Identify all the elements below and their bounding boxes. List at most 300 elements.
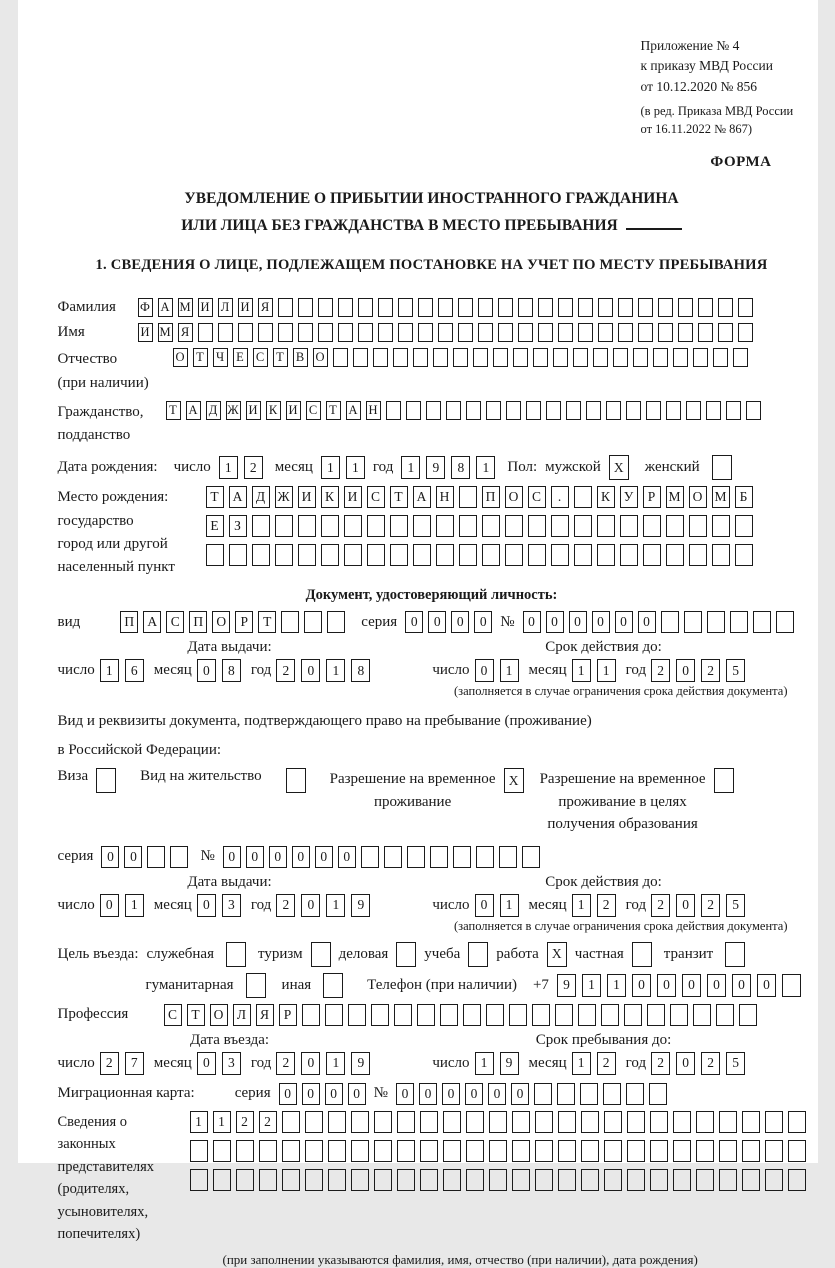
char-cell[interactable]: Ф bbox=[138, 298, 153, 317]
char-cell[interactable] bbox=[443, 1140, 461, 1162]
char-cell[interactable] bbox=[535, 1169, 553, 1191]
char-cell[interactable]: О bbox=[313, 348, 328, 367]
char-cell[interactable]: Я bbox=[256, 1004, 274, 1026]
char-cell[interactable]: 0 bbox=[676, 659, 695, 682]
char-cell[interactable]: К bbox=[266, 401, 281, 420]
char-cell[interactable] bbox=[739, 1004, 757, 1026]
char-cell[interactable] bbox=[252, 515, 270, 537]
char-cell[interactable]: 8 bbox=[222, 659, 241, 682]
char-cell[interactable] bbox=[719, 1140, 737, 1162]
temp-residence-checkbox[interactable]: X bbox=[504, 768, 524, 793]
char-cell[interactable] bbox=[378, 323, 393, 342]
char-cell[interactable] bbox=[398, 323, 413, 342]
char-cell[interactable]: 0 bbox=[315, 846, 333, 868]
char-cell[interactable]: 0 bbox=[757, 974, 776, 997]
char-cell[interactable] bbox=[643, 544, 661, 566]
char-cell[interactable]: Р bbox=[279, 1004, 297, 1026]
char-cell[interactable] bbox=[328, 1111, 346, 1133]
char-cell[interactable] bbox=[735, 515, 753, 537]
char-cell[interactable] bbox=[443, 1111, 461, 1133]
char-cell[interactable]: 0 bbox=[124, 846, 142, 868]
char-cell[interactable]: М bbox=[666, 486, 684, 508]
char-cell[interactable] bbox=[406, 401, 421, 420]
char-cell[interactable] bbox=[394, 1004, 412, 1026]
char-cell[interactable]: 9 bbox=[351, 1052, 370, 1075]
char-cell[interactable] bbox=[438, 298, 453, 317]
char-cell[interactable]: 1 bbox=[401, 456, 420, 479]
char-cell[interactable] bbox=[374, 1111, 392, 1133]
char-cell[interactable]: 0 bbox=[223, 846, 241, 868]
purpose-work-checkbox[interactable]: X bbox=[547, 942, 567, 967]
char-cell[interactable] bbox=[328, 1140, 346, 1162]
char-cell[interactable] bbox=[459, 486, 477, 508]
char-cell[interactable]: Р bbox=[643, 486, 661, 508]
char-cell[interactable] bbox=[706, 401, 721, 420]
char-cell[interactable] bbox=[318, 298, 333, 317]
char-cell[interactable] bbox=[558, 1140, 576, 1162]
char-cell[interactable] bbox=[546, 401, 561, 420]
char-cell[interactable] bbox=[338, 298, 353, 317]
char-cell[interactable] bbox=[459, 515, 477, 537]
char-cell[interactable]: 8 bbox=[451, 456, 470, 479]
char-cell[interactable]: . bbox=[551, 486, 569, 508]
char-cell[interactable]: 0 bbox=[442, 1083, 460, 1105]
char-cell[interactable] bbox=[528, 544, 546, 566]
char-cell[interactable]: 0 bbox=[405, 611, 423, 633]
char-cell[interactable]: С bbox=[166, 611, 184, 633]
char-cell[interactable] bbox=[581, 1169, 599, 1191]
char-cell[interactable] bbox=[698, 298, 713, 317]
char-cell[interactable] bbox=[278, 323, 293, 342]
char-cell[interactable] bbox=[328, 1169, 346, 1191]
char-cell[interactable]: 0 bbox=[638, 611, 656, 633]
char-cell[interactable]: 0 bbox=[396, 1083, 414, 1105]
char-cell[interactable]: З bbox=[229, 515, 247, 537]
char-cell[interactable]: 1 bbox=[500, 659, 519, 682]
char-cell[interactable]: О bbox=[505, 486, 523, 508]
char-cell[interactable] bbox=[658, 298, 673, 317]
char-cell[interactable] bbox=[298, 515, 316, 537]
char-cell[interactable] bbox=[650, 1169, 668, 1191]
char-cell[interactable]: 1 bbox=[326, 1052, 345, 1075]
char-cell[interactable] bbox=[578, 1004, 596, 1026]
char-cell[interactable]: 1 bbox=[219, 456, 238, 479]
char-cell[interactable] bbox=[788, 1169, 806, 1191]
char-cell[interactable]: 1 bbox=[572, 1052, 591, 1075]
char-cell[interactable] bbox=[278, 298, 293, 317]
char-cell[interactable] bbox=[397, 1140, 415, 1162]
char-cell[interactable] bbox=[206, 544, 224, 566]
char-cell[interactable] bbox=[198, 323, 213, 342]
char-cell[interactable]: И bbox=[198, 298, 213, 317]
char-cell[interactable] bbox=[498, 323, 513, 342]
char-cell[interactable] bbox=[649, 1083, 667, 1105]
char-cell[interactable] bbox=[430, 846, 448, 868]
char-cell[interactable]: Т bbox=[187, 1004, 205, 1026]
char-cell[interactable]: 0 bbox=[511, 1083, 529, 1105]
char-cell[interactable] bbox=[282, 1169, 300, 1191]
char-cell[interactable] bbox=[238, 323, 253, 342]
char-cell[interactable]: 1 bbox=[190, 1111, 208, 1133]
char-cell[interactable] bbox=[353, 348, 368, 367]
char-cell[interactable]: 0 bbox=[301, 894, 320, 917]
purpose-humanitarian-checkbox[interactable] bbox=[246, 973, 266, 998]
char-cell[interactable] bbox=[506, 401, 521, 420]
char-cell[interactable] bbox=[321, 515, 339, 537]
char-cell[interactable]: А bbox=[143, 611, 161, 633]
char-cell[interactable] bbox=[413, 515, 431, 537]
char-cell[interactable] bbox=[327, 611, 345, 633]
char-cell[interactable] bbox=[298, 544, 316, 566]
char-cell[interactable] bbox=[719, 1111, 737, 1133]
char-cell[interactable]: 0 bbox=[197, 659, 216, 682]
char-cell[interactable] bbox=[282, 1111, 300, 1133]
char-cell[interactable]: 1 bbox=[125, 894, 144, 917]
char-cell[interactable]: Л bbox=[218, 298, 233, 317]
char-cell[interactable] bbox=[443, 1169, 461, 1191]
char-cell[interactable] bbox=[753, 611, 771, 633]
char-cell[interactable] bbox=[578, 323, 593, 342]
char-cell[interactable] bbox=[236, 1169, 254, 1191]
char-cell[interactable]: 5 bbox=[726, 894, 745, 917]
visa-checkbox[interactable] bbox=[96, 768, 116, 793]
char-cell[interactable]: П bbox=[120, 611, 138, 633]
char-cell[interactable] bbox=[358, 298, 373, 317]
char-cell[interactable]: 0 bbox=[301, 659, 320, 682]
char-cell[interactable]: 0 bbox=[615, 611, 633, 633]
char-cell[interactable]: 0 bbox=[732, 974, 751, 997]
char-cell[interactable] bbox=[466, 1140, 484, 1162]
char-cell[interactable]: Д bbox=[252, 486, 270, 508]
char-cell[interactable] bbox=[275, 515, 293, 537]
char-cell[interactable]: 1 bbox=[321, 456, 340, 479]
char-cell[interactable] bbox=[305, 1169, 323, 1191]
char-cell[interactable] bbox=[604, 1169, 622, 1191]
char-cell[interactable] bbox=[453, 348, 468, 367]
char-cell[interactable] bbox=[689, 544, 707, 566]
char-cell[interactable]: 0 bbox=[474, 611, 492, 633]
char-cell[interactable] bbox=[538, 298, 553, 317]
char-cell[interactable] bbox=[650, 1111, 668, 1133]
char-cell[interactable] bbox=[597, 544, 615, 566]
char-cell[interactable]: 0 bbox=[707, 974, 726, 997]
char-cell[interactable] bbox=[318, 323, 333, 342]
char-cell[interactable] bbox=[493, 348, 508, 367]
char-cell[interactable] bbox=[726, 401, 741, 420]
char-cell[interactable] bbox=[716, 1004, 734, 1026]
char-cell[interactable] bbox=[598, 298, 613, 317]
char-cell[interactable] bbox=[604, 1111, 622, 1133]
char-cell[interactable] bbox=[765, 1169, 783, 1191]
purpose-official-checkbox[interactable] bbox=[226, 942, 246, 967]
char-cell[interactable]: 1 bbox=[597, 659, 616, 682]
char-cell[interactable] bbox=[390, 515, 408, 537]
char-cell[interactable] bbox=[633, 348, 648, 367]
char-cell[interactable]: 1 bbox=[572, 894, 591, 917]
char-cell[interactable] bbox=[670, 1004, 688, 1026]
char-cell[interactable] bbox=[433, 348, 448, 367]
char-cell[interactable] bbox=[325, 1004, 343, 1026]
char-cell[interactable] bbox=[558, 1111, 576, 1133]
char-cell[interactable] bbox=[730, 611, 748, 633]
char-cell[interactable] bbox=[574, 544, 592, 566]
char-cell[interactable]: А bbox=[186, 401, 201, 420]
purpose-study-checkbox[interactable] bbox=[468, 942, 488, 967]
char-cell[interactable] bbox=[666, 401, 681, 420]
char-cell[interactable] bbox=[489, 1111, 507, 1133]
char-cell[interactable] bbox=[374, 1169, 392, 1191]
char-cell[interactable]: 0 bbox=[348, 1083, 366, 1105]
char-cell[interactable] bbox=[344, 544, 362, 566]
char-cell[interactable]: 1 bbox=[326, 894, 345, 917]
char-cell[interactable]: 1 bbox=[582, 974, 601, 997]
char-cell[interactable]: 0 bbox=[657, 974, 676, 997]
char-cell[interactable] bbox=[647, 1004, 665, 1026]
char-cell[interactable]: 2 bbox=[259, 1111, 277, 1133]
char-cell[interactable] bbox=[738, 298, 753, 317]
char-cell[interactable] bbox=[333, 348, 348, 367]
char-cell[interactable] bbox=[420, 1140, 438, 1162]
char-cell[interactable] bbox=[551, 515, 569, 537]
char-cell[interactable] bbox=[776, 611, 794, 633]
char-cell[interactable] bbox=[302, 1004, 320, 1026]
char-cell[interactable]: И bbox=[246, 401, 261, 420]
char-cell[interactable]: 0 bbox=[592, 611, 610, 633]
char-cell[interactable] bbox=[458, 298, 473, 317]
char-cell[interactable] bbox=[686, 401, 701, 420]
char-cell[interactable] bbox=[658, 323, 673, 342]
char-cell[interactable] bbox=[478, 298, 493, 317]
char-cell[interactable] bbox=[788, 1140, 806, 1162]
char-cell[interactable] bbox=[782, 974, 801, 997]
char-cell[interactable]: 2 bbox=[701, 894, 720, 917]
char-cell[interactable] bbox=[597, 515, 615, 537]
char-cell[interactable] bbox=[718, 323, 733, 342]
char-cell[interactable] bbox=[620, 544, 638, 566]
char-cell[interactable]: К bbox=[321, 486, 339, 508]
char-cell[interactable] bbox=[653, 348, 668, 367]
char-cell[interactable] bbox=[420, 1111, 438, 1133]
char-cell[interactable] bbox=[218, 323, 233, 342]
char-cell[interactable] bbox=[553, 348, 568, 367]
char-cell[interactable]: О bbox=[173, 348, 188, 367]
char-cell[interactable] bbox=[696, 1111, 714, 1133]
char-cell[interactable] bbox=[626, 401, 641, 420]
char-cell[interactable] bbox=[638, 323, 653, 342]
char-cell[interactable]: С bbox=[164, 1004, 182, 1026]
char-cell[interactable]: Ж bbox=[226, 401, 241, 420]
char-cell[interactable]: 2 bbox=[236, 1111, 254, 1133]
sex-male-checkbox[interactable]: X bbox=[609, 455, 629, 480]
char-cell[interactable] bbox=[693, 1004, 711, 1026]
char-cell[interactable] bbox=[436, 515, 454, 537]
char-cell[interactable]: 0 bbox=[197, 1052, 216, 1075]
char-cell[interactable] bbox=[505, 515, 523, 537]
char-cell[interactable] bbox=[558, 298, 573, 317]
char-cell[interactable] bbox=[498, 298, 513, 317]
char-cell[interactable]: Т bbox=[206, 486, 224, 508]
char-cell[interactable] bbox=[581, 1140, 599, 1162]
char-cell[interactable]: 2 bbox=[597, 1052, 616, 1075]
char-cell[interactable]: 0 bbox=[475, 894, 494, 917]
char-cell[interactable] bbox=[190, 1169, 208, 1191]
char-cell[interactable] bbox=[351, 1140, 369, 1162]
char-cell[interactable] bbox=[713, 348, 728, 367]
char-cell[interactable] bbox=[518, 298, 533, 317]
char-cell[interactable] bbox=[348, 1004, 366, 1026]
char-cell[interactable]: 9 bbox=[500, 1052, 519, 1075]
char-cell[interactable] bbox=[746, 401, 761, 420]
char-cell[interactable] bbox=[620, 515, 638, 537]
char-cell[interactable] bbox=[281, 611, 299, 633]
char-cell[interactable] bbox=[361, 846, 379, 868]
char-cell[interactable]: П bbox=[189, 611, 207, 633]
char-cell[interactable]: 7 bbox=[125, 1052, 144, 1075]
char-cell[interactable] bbox=[626, 1083, 644, 1105]
char-cell[interactable] bbox=[604, 1140, 622, 1162]
char-cell[interactable]: К bbox=[597, 486, 615, 508]
char-cell[interactable] bbox=[693, 348, 708, 367]
char-cell[interactable]: 9 bbox=[426, 456, 445, 479]
char-cell[interactable] bbox=[436, 544, 454, 566]
char-cell[interactable]: 0 bbox=[279, 1083, 297, 1105]
char-cell[interactable]: Т bbox=[390, 486, 408, 508]
char-cell[interactable]: 0 bbox=[632, 974, 651, 997]
char-cell[interactable]: 1 bbox=[326, 659, 345, 682]
char-cell[interactable]: М bbox=[178, 298, 193, 317]
char-cell[interactable] bbox=[557, 1083, 575, 1105]
char-cell[interactable]: О bbox=[210, 1004, 228, 1026]
char-cell[interactable] bbox=[213, 1169, 231, 1191]
char-cell[interactable] bbox=[627, 1111, 645, 1133]
char-cell[interactable] bbox=[344, 515, 362, 537]
char-cell[interactable] bbox=[573, 348, 588, 367]
char-cell[interactable]: А bbox=[413, 486, 431, 508]
char-cell[interactable] bbox=[259, 1169, 277, 1191]
char-cell[interactable] bbox=[482, 544, 500, 566]
char-cell[interactable] bbox=[526, 401, 541, 420]
char-cell[interactable]: 0 bbox=[676, 1052, 695, 1075]
char-cell[interactable] bbox=[678, 323, 693, 342]
char-cell[interactable] bbox=[147, 846, 165, 868]
char-cell[interactable] bbox=[512, 1111, 530, 1133]
char-cell[interactable] bbox=[678, 298, 693, 317]
char-cell[interactable] bbox=[453, 846, 471, 868]
char-cell[interactable] bbox=[707, 611, 725, 633]
char-cell[interactable] bbox=[486, 1004, 504, 1026]
char-cell[interactable]: 8 bbox=[351, 659, 370, 682]
char-cell[interactable]: А bbox=[346, 401, 361, 420]
char-cell[interactable]: 1 bbox=[500, 894, 519, 917]
char-cell[interactable]: 0 bbox=[101, 846, 119, 868]
char-cell[interactable] bbox=[304, 611, 322, 633]
char-cell[interactable] bbox=[282, 1140, 300, 1162]
char-cell[interactable] bbox=[742, 1111, 760, 1133]
char-cell[interactable] bbox=[371, 1004, 389, 1026]
char-cell[interactable] bbox=[742, 1169, 760, 1191]
char-cell[interactable]: Р bbox=[235, 611, 253, 633]
char-cell[interactable]: С bbox=[253, 348, 268, 367]
char-cell[interactable]: О bbox=[689, 486, 707, 508]
char-cell[interactable] bbox=[213, 1140, 231, 1162]
char-cell[interactable] bbox=[538, 323, 553, 342]
char-cell[interactable] bbox=[489, 1169, 507, 1191]
purpose-transit-checkbox[interactable] bbox=[725, 942, 745, 967]
char-cell[interactable] bbox=[397, 1169, 415, 1191]
char-cell[interactable] bbox=[650, 1140, 668, 1162]
residence-permit-checkbox[interactable] bbox=[286, 768, 306, 793]
char-cell[interactable] bbox=[386, 401, 401, 420]
char-cell[interactable] bbox=[513, 348, 528, 367]
char-cell[interactable] bbox=[566, 401, 581, 420]
char-cell[interactable]: Л bbox=[233, 1004, 251, 1026]
char-cell[interactable] bbox=[367, 544, 385, 566]
char-cell[interactable]: И bbox=[298, 486, 316, 508]
char-cell[interactable]: Я bbox=[258, 298, 273, 317]
char-cell[interactable] bbox=[533, 348, 548, 367]
char-cell[interactable] bbox=[613, 348, 628, 367]
char-cell[interactable]: Ч bbox=[213, 348, 228, 367]
char-cell[interactable]: 0 bbox=[325, 1083, 343, 1105]
char-cell[interactable]: 0 bbox=[301, 1052, 320, 1075]
char-cell[interactable] bbox=[275, 544, 293, 566]
char-cell[interactable] bbox=[535, 1140, 553, 1162]
char-cell[interactable] bbox=[712, 515, 730, 537]
char-cell[interactable] bbox=[618, 323, 633, 342]
char-cell[interactable] bbox=[574, 515, 592, 537]
char-cell[interactable]: 1 bbox=[100, 659, 119, 682]
char-cell[interactable] bbox=[788, 1111, 806, 1133]
char-cell[interactable] bbox=[446, 401, 461, 420]
char-cell[interactable] bbox=[765, 1111, 783, 1133]
char-cell[interactable] bbox=[351, 1169, 369, 1191]
char-cell[interactable]: А bbox=[158, 298, 173, 317]
char-cell[interactable] bbox=[321, 544, 339, 566]
char-cell[interactable] bbox=[393, 348, 408, 367]
char-cell[interactable] bbox=[478, 323, 493, 342]
char-cell[interactable]: 0 bbox=[100, 894, 119, 917]
char-cell[interactable] bbox=[689, 515, 707, 537]
char-cell[interactable] bbox=[482, 515, 500, 537]
char-cell[interactable]: 0 bbox=[246, 846, 264, 868]
char-cell[interactable]: Н bbox=[436, 486, 454, 508]
char-cell[interactable] bbox=[190, 1140, 208, 1162]
char-cell[interactable]: Т bbox=[166, 401, 181, 420]
char-cell[interactable] bbox=[367, 515, 385, 537]
char-cell[interactable] bbox=[534, 1083, 552, 1105]
char-cell[interactable]: 2 bbox=[651, 894, 670, 917]
char-cell[interactable]: Е bbox=[206, 515, 224, 537]
char-cell[interactable] bbox=[512, 1140, 530, 1162]
char-cell[interactable] bbox=[765, 1140, 783, 1162]
char-cell[interactable] bbox=[528, 515, 546, 537]
char-cell[interactable] bbox=[170, 846, 188, 868]
char-cell[interactable] bbox=[426, 401, 441, 420]
char-cell[interactable]: 0 bbox=[523, 611, 541, 633]
char-cell[interactable]: 0 bbox=[569, 611, 587, 633]
char-cell[interactable]: Т bbox=[193, 348, 208, 367]
char-cell[interactable]: 9 bbox=[557, 974, 576, 997]
char-cell[interactable] bbox=[551, 544, 569, 566]
char-cell[interactable] bbox=[598, 323, 613, 342]
char-cell[interactable] bbox=[338, 323, 353, 342]
char-cell[interactable]: О bbox=[212, 611, 230, 633]
char-cell[interactable] bbox=[473, 348, 488, 367]
char-cell[interactable]: 0 bbox=[475, 659, 494, 682]
char-cell[interactable] bbox=[738, 323, 753, 342]
char-cell[interactable]: 2 bbox=[651, 659, 670, 682]
char-cell[interactable]: Т bbox=[273, 348, 288, 367]
